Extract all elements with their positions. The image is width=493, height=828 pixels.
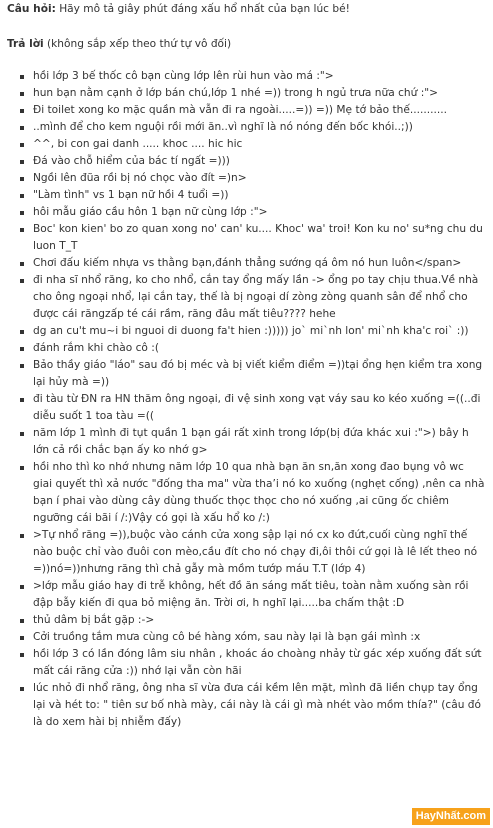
- list-item: đi tàu từ ĐN ra HN thăm ông ngoại, đi vệ sinh xong vạt váy sau ko kéo xuống =((..đi diễu suốt 1 toa tàu =((: [0, 391, 493, 425]
- list-item: năm lớp 1 mình đi tụt quần 1 bạn gái rất xinh trong lớp(bị đứa khác xui :">) bây h lớn cả rồi chắc bạn ấy ko nhớ g>: [0, 425, 493, 459]
- list-item: dg an cu't mu~i bi nguoi di duong fa't hien :))))) jo` mi`nh lon' mi`nh kha'c roi` :)): [0, 323, 493, 340]
- list-item: Đi toilet xong ko mặc quần mà vẫn đi ra ngoài.....=)) =)) Mẹ tớ bảo thế...........: [0, 102, 493, 119]
- list-item: Cởi truồng tắm mưa cùng cô bé hàng xóm, sau này lại là bạn gái mình :x: [0, 629, 493, 646]
- question-label: Câu hỏi:: [7, 3, 56, 15]
- list-item: lúc nhỏ đi nhổ răng, ông nha sĩ vừa đưa cái kềm lên mặt, mình đã liền chụp tay ổng lại và hét to: " tiên sư bố nhà mày, cái này là cái gì mà nhét vào mồm thía?" (câu đó là do xem hài bị nhiễm đấy): [0, 680, 493, 731]
- answer-label: Trả lời: [7, 38, 44, 50]
- answer-note: (không sắp xếp theo thứ tự vô đối): [43, 38, 232, 50]
- watermark-logo: HayNhất.com: [412, 808, 490, 825]
- list-item: ^^, bi con gai danh ..... khoc .... hic hic: [0, 136, 493, 153]
- list-item: >lớp mẫu giáo hay đi trễ không, hết đồ ăn sáng mất tiêu, toàn nằm xuống sàn rồi đập bẫy kiến đi qua bỏ miệng ăn. Trời ơi, h nghĩ lại.....ba chấm thật :D: [0, 578, 493, 612]
- list-item: hồi lớp 3 có lần đóng lâm siu nhân , khoác áo choàng nhảy từ gác xép xuống đất sứt mất cái răng cửa :)) nhớ lại vẫn còn hãi: [0, 646, 493, 680]
- list-item: Đá vào chỗ hiểm của bác tí ngất =))): [0, 153, 493, 170]
- list-item: Ngồi lên đũa rồi bị nó chọc vào đít =)n>: [0, 170, 493, 187]
- list-item: Chơi đấu kiếm nhựa vs thằng bạn,đánh thẳng sướng qá ôm nó hun luôn</span>: [0, 255, 493, 272]
- list-item: ..mình để cho kem nguội rồi mới ăn..vì nghĩ là nó nóng đến bốc khói..;)): [0, 119, 493, 136]
- answer-line: [7, 36, 487, 53]
- question-text: Hãy mô tả giây phút đáng xấu hổ nhất của bạn lúc bé!: [55, 3, 350, 15]
- list-item: hồi lớp 3 bế thốc cô bạn cùng lớp lên rùi hun vào má :">: [0, 68, 493, 85]
- list-item: đi nha sĩ nhổ răng, ko cho nhổ, cắn tay ổng mấy lần -> ổng po tay chịu thua.Về nhà cho ông ngoại nhổ, lại cắn tay, thế là bị ngoại dí zòng zòng quanh sân để nhổ cho được cái răngzấp té cái rầm, răng đâu mất tiêu???? hehe: [0, 272, 493, 323]
- list-item: hồi nho thì ko nhớ nhưng năm lớp 10 qua nhà bạn ăn sn,ăn xong đao bụng vô wc giai quyết thì xả nước "đống tha ma" vừa thaʼi nó ko xuống (nghẹt cống) ,nên ca nhà bạn í phai vào dùng cây dùng thuốc thọc thọc cho nó xuống ,ai cũng ốc chiêm ngưỡng cái bãi í /:)Vậy có gọi là xấu hổ ko /:): [0, 459, 493, 527]
- question-line: [7, 1, 487, 18]
- answer-list: [0, 68, 493, 731]
- list-item: "Làm tình" vs 1 bạn nữ hồi 4 tuổi =)): [0, 187, 493, 204]
- list-item: đánh rắm khi chào cô :(: [0, 340, 493, 357]
- list-item: >Tự nhổ răng =)),buộc vào cánh cửa xong sập lại nó cx ko đứt,cuối cùng nghĩ thế nào buộc chỉ vào đuôi con mèo,cầu đít cho nó chạy đi,ôi thôi cứ gọi là lê lết theo nó =))nó=))nhưng răng thì chả gẫy mà mồm tướp máu T.T (lớp 4): [0, 527, 493, 578]
- list-item: hun bạn nằm cạnh ở lớp bán chú,lớp 1 nhé =)) trong h ngủ trưa nữa chứ :">: [0, 85, 493, 102]
- list-item: Bảo thầy giáo "láo" sau đó bị méc và bị viết kiểm điểm =))tại ổng hẹn kiểm tra xong lại hủy mà =)): [0, 357, 493, 391]
- list-item: hôi mẫu giáo cầu hôn 1 bạn nữ cùng lớp :">: [0, 204, 493, 221]
- list-item: thủ dâm bị bắt gặp :->: [0, 612, 493, 629]
- list-item: Boc' kon kien' bo zo quan xong no' can' ku.... Khoc' wa' troi! Kon ku no' su*ng chu du luon T_T: [0, 221, 493, 255]
